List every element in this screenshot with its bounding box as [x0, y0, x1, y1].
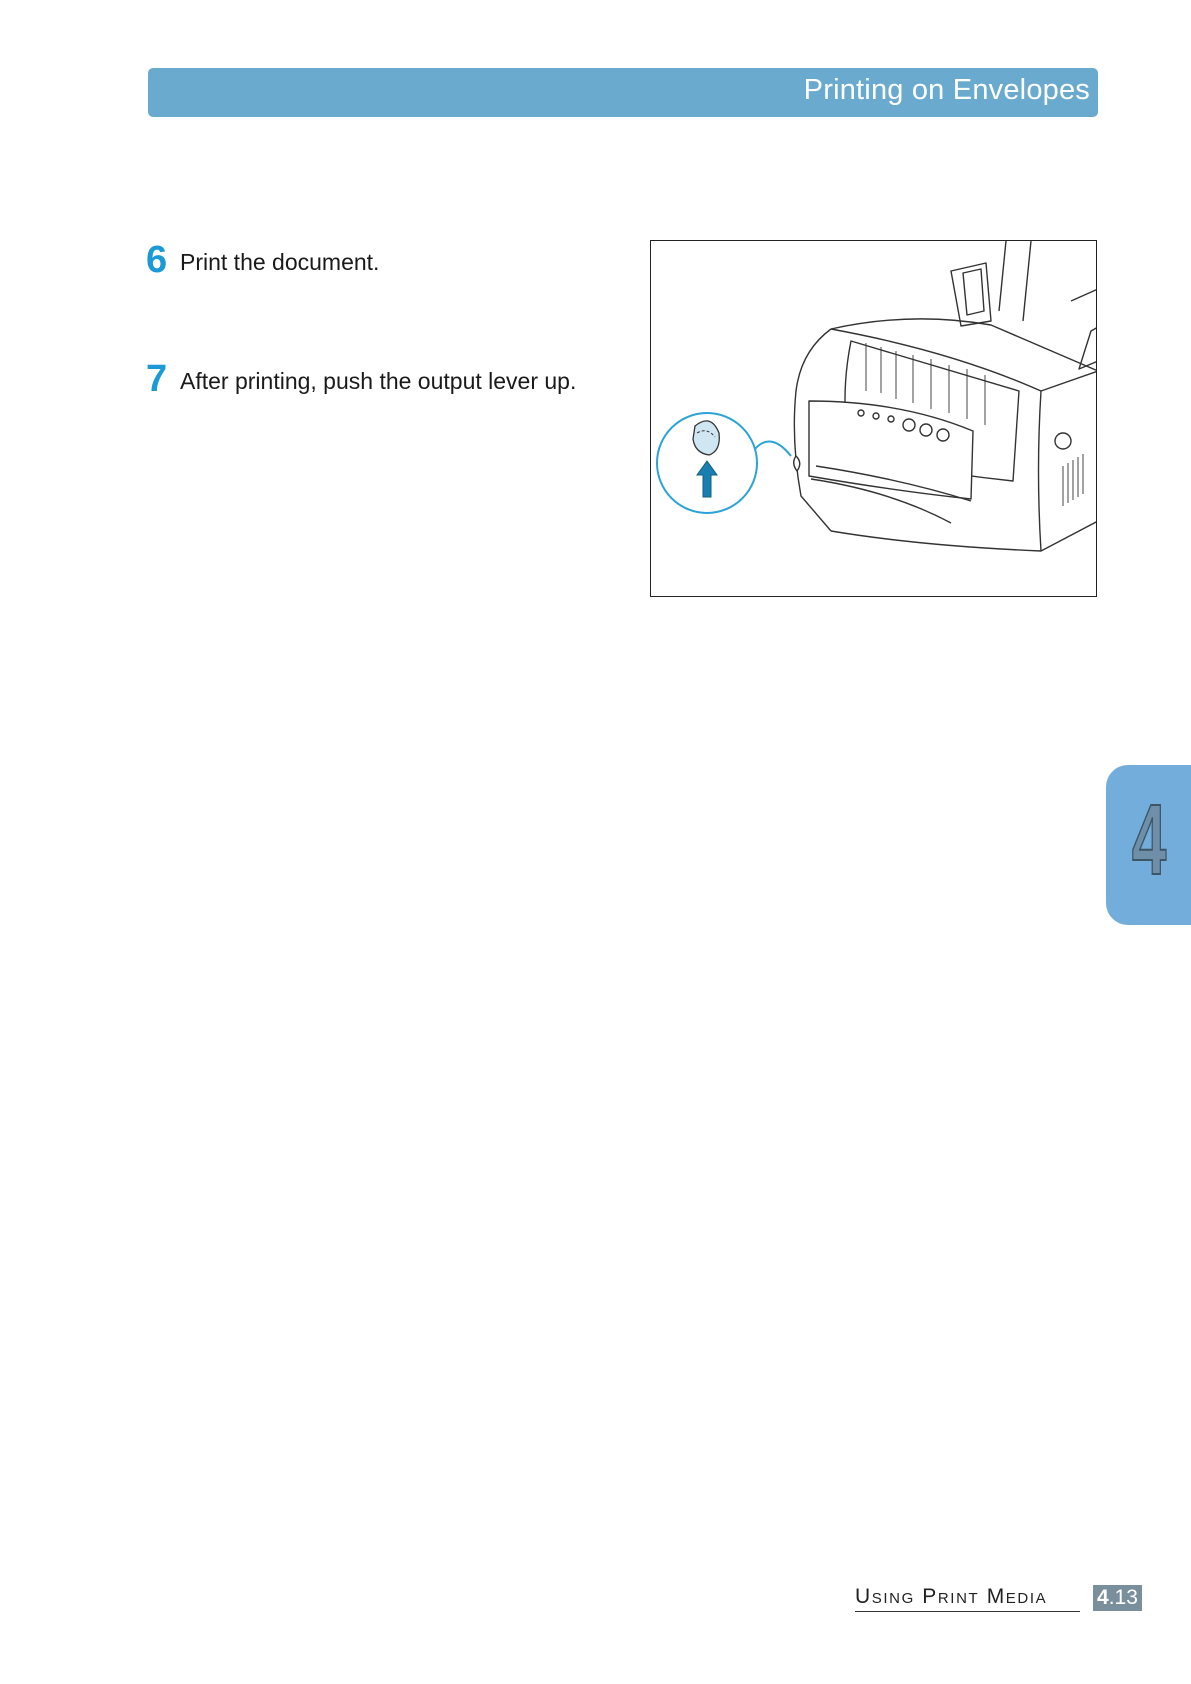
page-title: Printing on Envelopes	[803, 74, 1090, 106]
footer	[855, 1585, 1140, 1615]
chapter-number: 4	[1131, 784, 1166, 896]
printer-figure	[650, 240, 1097, 597]
page-index: .13	[1108, 1586, 1138, 1609]
step-text: Print the document.	[180, 249, 380, 275]
step-text: After printing, push the output lever up.	[180, 368, 577, 394]
step-number: 6	[146, 239, 168, 281]
page-number	[1093, 1585, 1142, 1611]
section-title: Using Print Media	[855, 1585, 1080, 1612]
chapter-tab	[1106, 765, 1191, 925]
page-chapter: 4	[1097, 1586, 1109, 1609]
header-bar	[148, 68, 1098, 117]
printer-illustration	[651, 241, 1097, 597]
step-number: 7	[146, 358, 168, 400]
